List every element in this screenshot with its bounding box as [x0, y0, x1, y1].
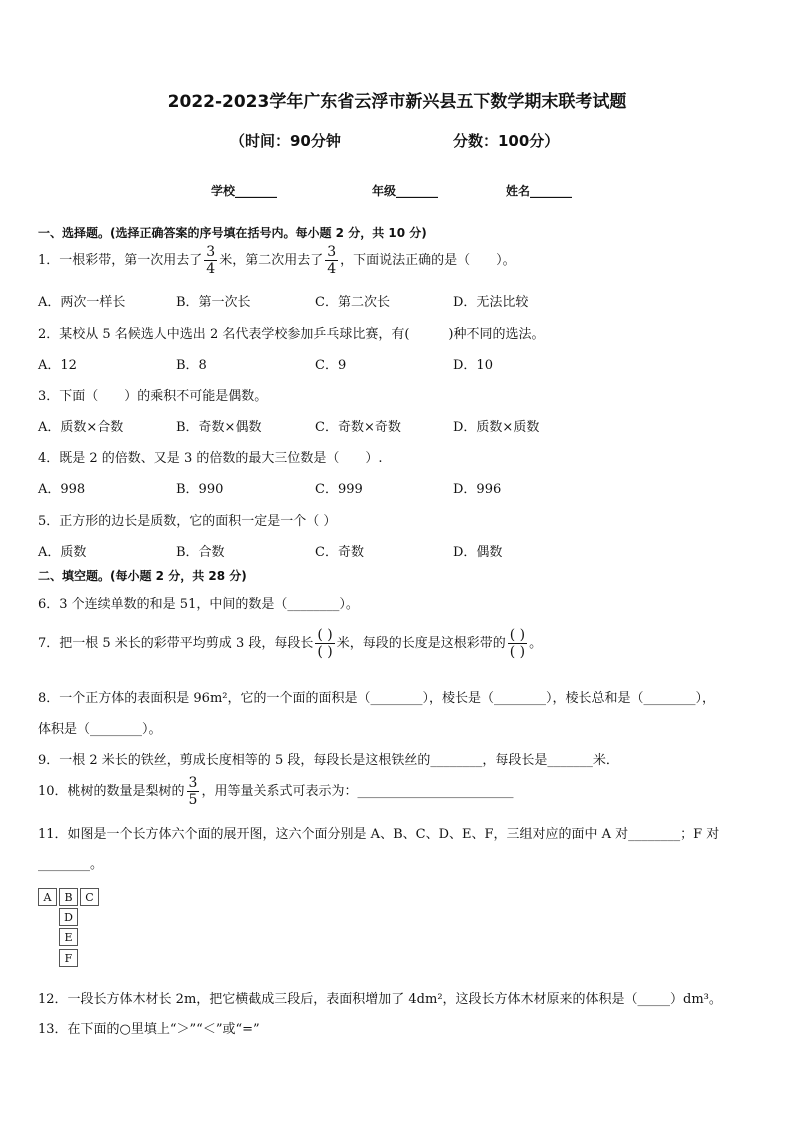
question-8-line-1: 8．一个正方体的表面积是 96m²，它的一个面的面积是（________），棱长是（________），棱长总和是（________）， [38, 691, 715, 706]
q5-option-c: C．奇数 [315, 545, 364, 560]
question-8-line-2: 体积是（________）。 [38, 722, 162, 737]
q3-option-d: D．质数×质数 [453, 420, 540, 435]
q2-option-a: A．12 [38, 358, 77, 373]
net-face-f: F [59, 949, 78, 967]
q3-option-c: C．奇数×奇数 [315, 420, 401, 435]
fraction: $\frac{3}{5}$ [188, 775, 198, 808]
net-face-c: C [80, 888, 99, 906]
net-face-a: A [38, 888, 57, 906]
q5-option-d: D．偶数 [453, 545, 503, 560]
q2-option-b: B．8 [176, 358, 207, 373]
question-3: 3．下面（ ）的乘积不可能是偶数。 [38, 389, 268, 404]
q1-option-d: D．无法比较 [453, 295, 529, 310]
q1-option-a: A．两次一样长 [38, 295, 126, 310]
q1-option-c: C．第二次长 [315, 295, 390, 310]
question-4: 4．既是 2 的倍数、又是 3 的倍数的最大三位数是（ ）. [38, 451, 383, 466]
section-heading-fill: 二、填空题。(每小题 2 分，共 28 分) [38, 569, 247, 583]
q4-option-a: A．998 [38, 482, 86, 497]
q4-option-d: D．996 [453, 482, 502, 497]
fraction: $\frac{3}{4}$ [327, 244, 337, 277]
name-field: 姓名_______ [506, 184, 573, 198]
q2-option-c: C．9 [315, 358, 347, 373]
school-field: 学校_______ [211, 184, 278, 198]
net-face-d: D [59, 908, 78, 926]
question-7: 7．把一根 5 米长的彩带平均剪成 3 段，每段长 $\frac{( )}{( )}$ 米，每段的长度是这根彩带的 $\frac{( )}{( )}$ 。 [38, 627, 543, 660]
q3-option-b: B．奇数×偶数 [176, 420, 262, 435]
net-face-b: B [59, 888, 78, 906]
question-5: 5．正方形的边长是质数，它的面积一定是一个（ ） [38, 514, 337, 529]
q1-option-b: B．第一次长 [176, 295, 251, 310]
q5-option-a: A．质数 [38, 545, 87, 560]
blank-fraction: $\frac{( )}{( )}$ [509, 627, 526, 660]
fraction: $\frac{3}{4}$ [206, 244, 216, 277]
q5-option-b: B．合数 [176, 545, 225, 560]
grade-field: 年级_______ [372, 184, 439, 198]
question-2: 2．某校从 5 名候选人中选出 2 名代表学校参加乒乓球比赛，有( )种不同的选法。 [38, 327, 545, 342]
q3-option-a: A．质数×合数 [38, 420, 124, 435]
q4-option-b: B．990 [176, 482, 224, 497]
question-11-line-1: 11．如图是一个长方体六个面的展开图，这六个面分别是 A、B、C、D、E、F，三组对应的面中 A 对________；F 对 [38, 827, 720, 842]
score-info: 分数：100分） [453, 132, 560, 150]
blank-fraction: $\frac{( )}{( )}$ [317, 627, 333, 660]
question-13: 13．在下面的○里填上“＞”“＜”或“=” [38, 1022, 260, 1037]
section-heading-choice: 一、选择题。(选择正确答案的序号填在括号内。每小题 2 分，共 10 分) [38, 226, 427, 240]
page-title: 2022-2023学年广东省云浮市新兴县五下数学期末联考试题 [167, 92, 627, 112]
question-10: 10．桃树的数量是梨树的 $\frac{3}{5}$ ，用等量关系式可表示为：________________________ [38, 775, 514, 808]
question-6: 6．3 个连续单数的和是 51，中间的数是（________）。 [38, 597, 359, 612]
question-12: 12．一段长方体木材长 2m，把它横截成三段后，表面积增加了 4dm²，这段长方体木材原来的体积是（_____）dm³。 [38, 992, 722, 1007]
net-face-e: E [59, 928, 78, 946]
question-1: 1．一根彩带，第一次用去了 $\frac{3}{4}$ 米，第二次用去了 $\frac{3}{4}$ ，下面说法正确的是（ ）。 [38, 244, 516, 277]
question-9: 9．一根 2 米长的铁丝，剪成长度相等的 5 段，每段长是这根铁丝的________，每段长是_______米． [38, 753, 619, 768]
q4-option-c: C．999 [315, 482, 363, 497]
q2-option-d: D．10 [453, 358, 493, 373]
time-info: （时间：90分钟 [230, 132, 341, 150]
question-11-line-2: ________。 [38, 857, 104, 872]
